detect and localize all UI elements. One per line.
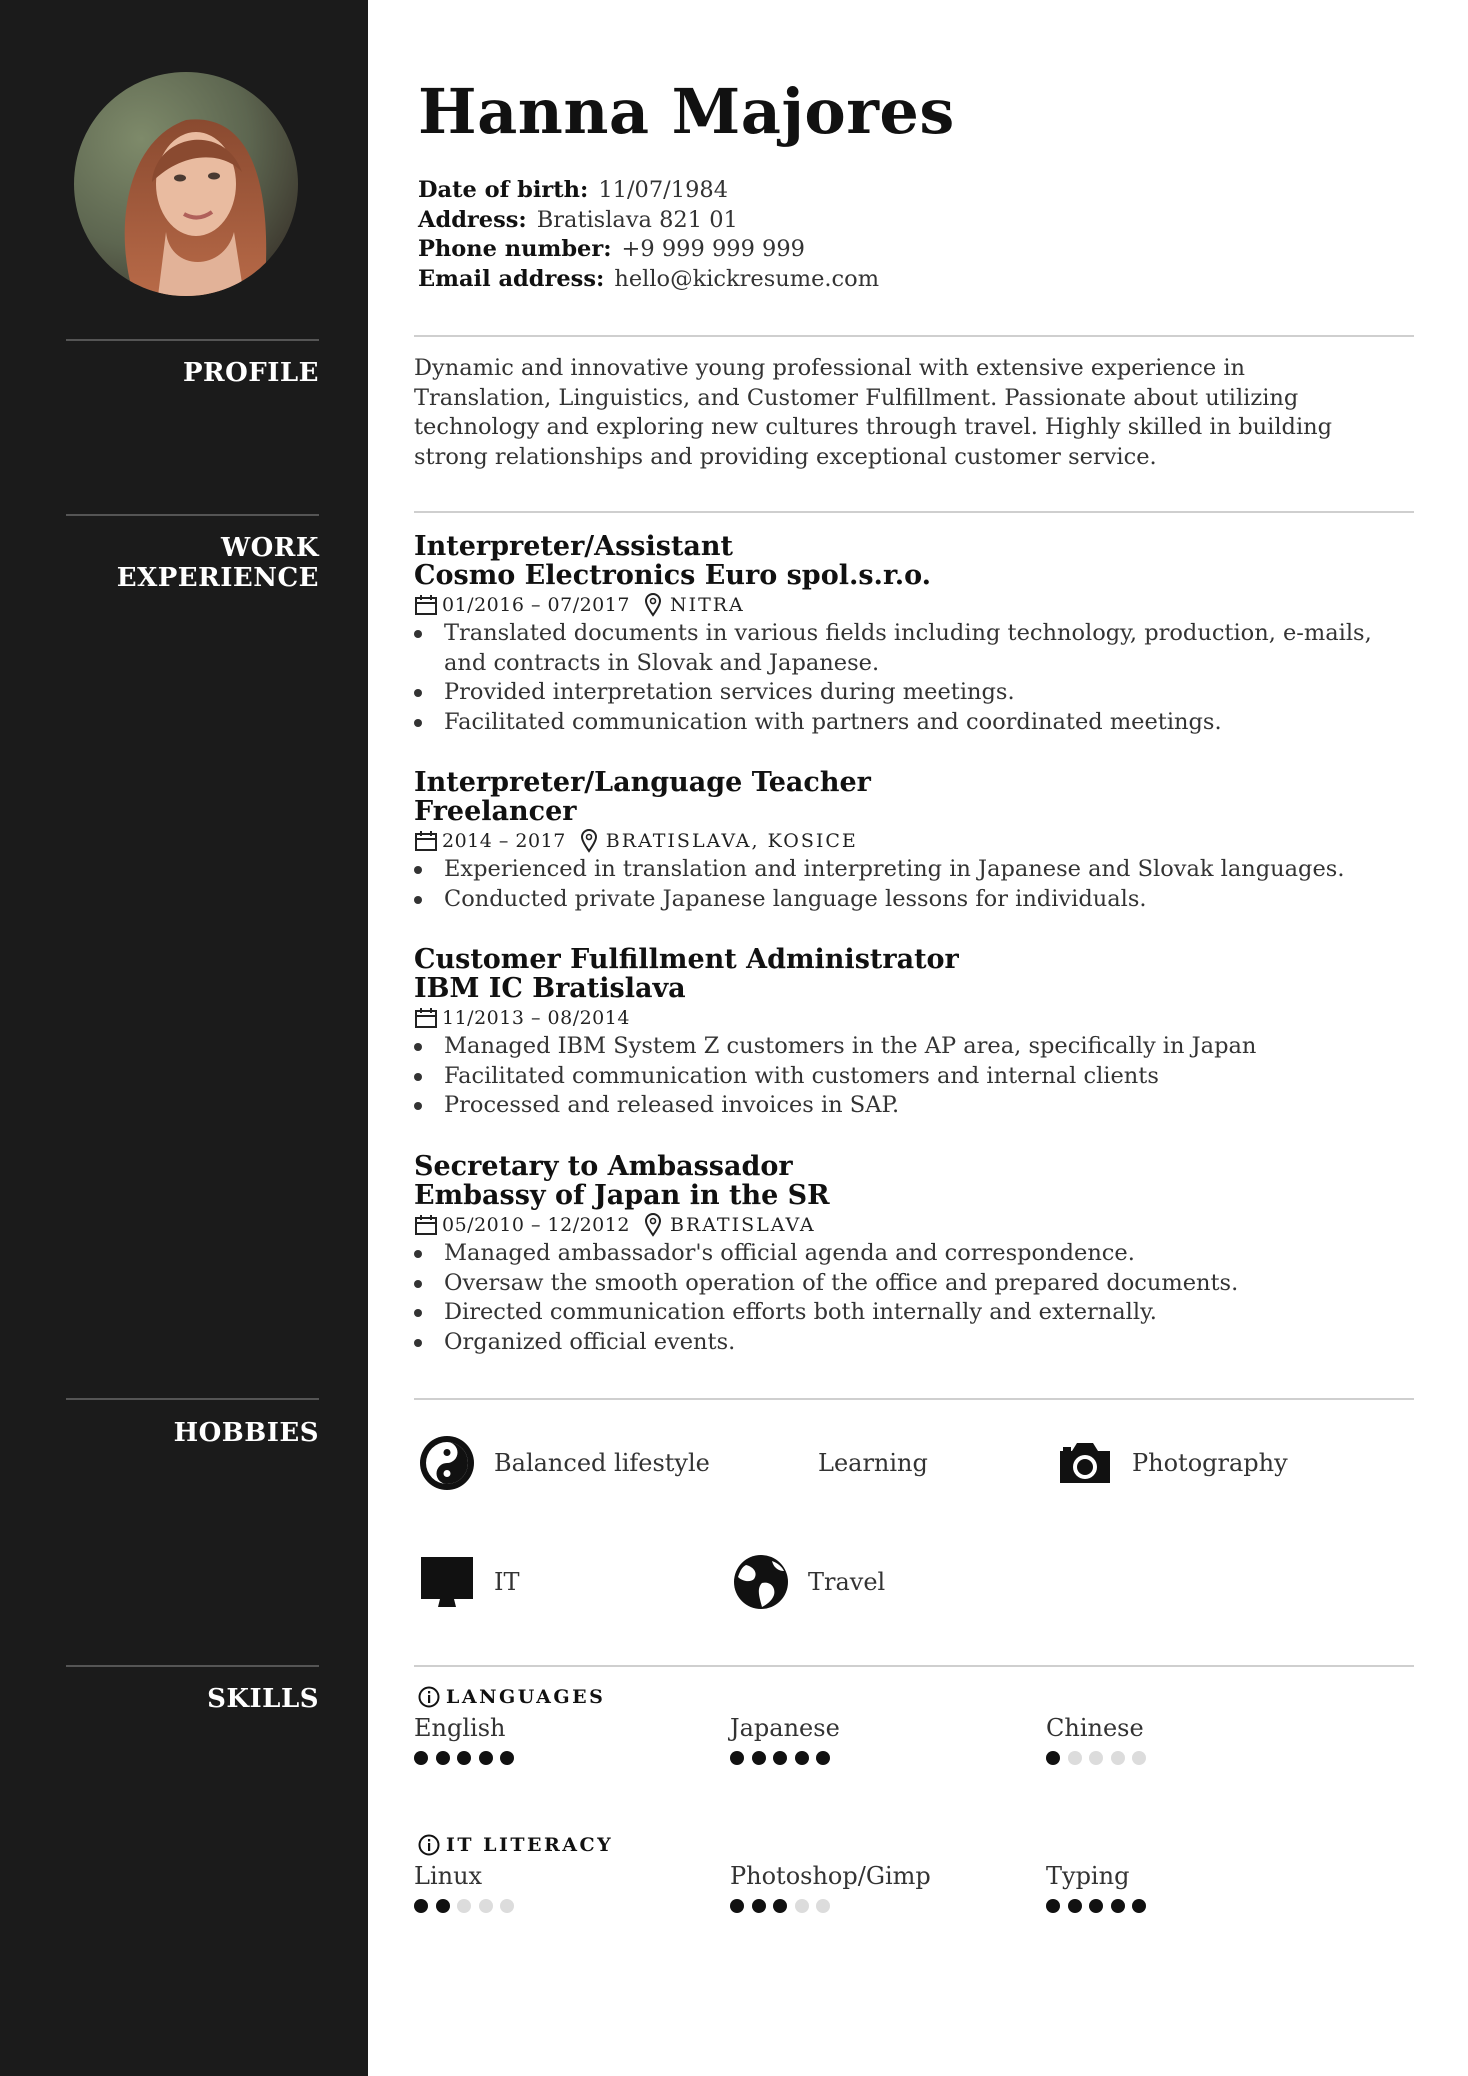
- job-entry: [414, 768, 1414, 914]
- list-item: Processed and released invoices in SAP.: [414, 1091, 1384, 1121]
- sidebar-divider: [66, 339, 319, 341]
- section-label-profile: PROFILE: [182, 358, 319, 388]
- hobby-label: IT: [494, 1568, 520, 1596]
- list-item: Provided interpretation services during meetings.: [414, 678, 1384, 708]
- rating-dot-filled: [1111, 1899, 1125, 1913]
- calendar-icon: [414, 1007, 438, 1029]
- rating-dot-filled: [795, 1751, 809, 1765]
- hobby-item: [1056, 1433, 1288, 1493]
- job-dates: 01/2016 – 07/2017: [442, 593, 630, 616]
- candidate-name: Hanna Majores: [418, 75, 955, 148]
- rating-dot-filled: [730, 1899, 744, 1913]
- section-label-work: [66, 533, 319, 593]
- job-company: Embassy of Japan in the SR: [414, 1180, 830, 1211]
- hobby-label: Photography: [1132, 1449, 1288, 1477]
- list-item: Translated documents in various fields including technology, production, e-mails, and contracts in Slovak and Japanese.: [414, 619, 1384, 678]
- contact-row: [418, 176, 879, 206]
- rating-dot-empty: [1111, 1751, 1125, 1765]
- job-bullets: [414, 619, 1414, 737]
- skill-name: Typing: [1046, 1862, 1130, 1890]
- job-title: Customer Fulfillment Administrator: [414, 944, 959, 975]
- rating-dot-empty: [816, 1899, 830, 1913]
- rating-dot-filled: [752, 1899, 766, 1913]
- section-divider: [414, 1398, 1414, 1400]
- rating-dot-filled: [1068, 1899, 1082, 1913]
- section-label-hobbies: HOBBIES: [173, 1418, 319, 1448]
- list-item: Conducted private Japanese language lessons for individuals.: [414, 885, 1384, 915]
- location-pin-icon: [580, 829, 598, 853]
- rating-dot-filled: [730, 1751, 744, 1765]
- rating-dot-filled: [500, 1751, 514, 1765]
- skill-item: [414, 1861, 714, 1913]
- location-pin-icon: [644, 593, 662, 617]
- skill-name: English: [414, 1714, 506, 1742]
- camera-icon: [1056, 1434, 1114, 1492]
- calendar-icon: [414, 594, 438, 616]
- skill-name: Chinese: [1046, 1714, 1144, 1742]
- contact-label: Phone number:: [418, 236, 612, 262]
- list-item: Oversaw the smooth operation of the office and prepared documents.: [414, 1269, 1384, 1299]
- contact-label: Address:: [418, 206, 527, 233]
- job-meta: [414, 1003, 1414, 1032]
- rating-dot-filled: [1046, 1899, 1060, 1913]
- job-entry: [414, 1152, 1414, 1357]
- job-company: IBM IC Bratislava: [414, 973, 686, 1004]
- list-item: Managed IBM System Z customers in the AP area, specifically in Japan: [414, 1032, 1384, 1062]
- skill-item: [1046, 1861, 1346, 1913]
- rating-dot-filled: [1132, 1899, 1146, 1913]
- contact-value: Bratislava 821 01: [536, 206, 738, 233]
- job-location: NITRA: [669, 593, 745, 616]
- hobby-item: [732, 1552, 885, 1612]
- info-icon: [418, 1834, 440, 1856]
- list-item: Facilitated communication with partners and coordinated meetings.: [414, 708, 1384, 738]
- job-entry: [414, 532, 1414, 737]
- skill-category-it: [418, 1834, 613, 1856]
- calendar-icon: [414, 1214, 438, 1236]
- skill-rating: [730, 1899, 1030, 1913]
- rating-dot-empty: [457, 1899, 471, 1913]
- section-divider: [414, 335, 1414, 337]
- monitor-icon: [418, 1553, 476, 1611]
- rating-dot-filled: [414, 1751, 428, 1765]
- skill-item: [414, 1713, 714, 1765]
- calendar-icon: [414, 830, 438, 852]
- skill-name: Linux: [414, 1862, 483, 1890]
- rating-dot-filled: [752, 1751, 766, 1765]
- skill-name: Photoshop/Gimp: [730, 1862, 931, 1890]
- rating-dot-filled: [1089, 1899, 1103, 1913]
- skill-rating: [414, 1899, 714, 1913]
- rating-dot-filled: [773, 1899, 787, 1913]
- contact-label: Email address:: [418, 265, 605, 292]
- section-label-skills: SKILLS: [207, 1684, 319, 1714]
- list-item: Experienced in translation and interpreting in Japanese and Slovak languages.: [414, 855, 1384, 885]
- job-company: Freelancer: [414, 796, 577, 827]
- contact-row: [418, 235, 879, 265]
- job-location: BRATISLAVA: [669, 1213, 816, 1236]
- job-entry: [414, 945, 1414, 1121]
- hobby-label: Balanced lifestyle: [494, 1449, 710, 1477]
- portrait-image: [74, 72, 298, 296]
- skill-rating: [1046, 1899, 1346, 1913]
- skill-category-label: IT LITERACY: [446, 1834, 614, 1856]
- job-meta: [414, 590, 1414, 619]
- rating-dot-filled: [773, 1751, 787, 1765]
- job-dates: 05/2010 – 12/2012: [442, 1213, 630, 1236]
- job-title: Interpreter/Assistant: [414, 531, 734, 562]
- skill-rating: [1046, 1751, 1346, 1765]
- job-bullets: [414, 855, 1414, 914]
- job-title: Interpreter/Language Teacher: [414, 767, 871, 798]
- skill-category-label: LANGUAGES: [446, 1686, 606, 1708]
- hobby-item: [818, 1433, 928, 1493]
- section-label-work-line2: EXPERIENCE: [116, 563, 319, 593]
- list-item: Organized official events.: [414, 1328, 1384, 1358]
- job-meta: [414, 826, 1414, 855]
- sidebar-divider: [66, 1398, 319, 1400]
- rating-dot-filled: [457, 1751, 471, 1765]
- rating-dot-filled: [414, 1899, 428, 1913]
- job-meta: [414, 1210, 1414, 1239]
- skill-item: [730, 1861, 1030, 1913]
- email-link[interactable]: hello@kickresume.com: [614, 265, 880, 292]
- skill-name: Japanese: [730, 1714, 840, 1742]
- contact-value: 11/07/1984: [598, 177, 729, 203]
- rating-dot-empty: [500, 1899, 514, 1913]
- sidebar: [0, 0, 368, 2076]
- hobby-label: Travel: [808, 1568, 886, 1596]
- yin-yang-icon: [418, 1434, 476, 1492]
- list-item: Managed ambassador's official agenda and correspondence.: [414, 1239, 1384, 1269]
- rating-dot-empty: [1089, 1751, 1103, 1765]
- contact-label: Date of birth:: [418, 177, 589, 203]
- profile-summary: Dynamic and innovative young professional with extensive experience in Translation, Linguistics, and Customer Fulfillment. Passionate about utilizing technology and exploring new cultures through travel. Highly skilled in building strong relationships and providing exceptional customer service.: [414, 355, 1333, 470]
- rating-dot-empty: [1068, 1751, 1082, 1765]
- list-item: Directed communication efforts both internally and externally.: [414, 1298, 1384, 1328]
- skill-rating: [730, 1751, 1030, 1765]
- skill-rating: [414, 1751, 714, 1765]
- location-pin-icon: [644, 1213, 662, 1237]
- job-location: BRATISLAVA, KOSICE: [605, 829, 858, 852]
- skill-item: [730, 1713, 1030, 1765]
- skill-item: [1046, 1713, 1346, 1765]
- contact-info: [418, 176, 879, 294]
- rating-dot-empty: [479, 1899, 493, 1913]
- info-icon: [418, 1686, 440, 1708]
- contact-row: [418, 206, 879, 236]
- contact-row: [418, 265, 879, 295]
- rating-dot-filled: [479, 1751, 493, 1765]
- section-label-work-line1: WORK: [220, 533, 319, 563]
- job-dates: 11/2013 – 08/2014: [442, 1006, 630, 1029]
- hobby-item: [418, 1433, 710, 1493]
- job-bullets: [414, 1032, 1414, 1121]
- section-divider: [414, 511, 1414, 513]
- job-bullets: [414, 1239, 1414, 1357]
- sidebar-divider: [66, 514, 319, 516]
- rating-dot-filled: [436, 1751, 450, 1765]
- section-divider: [414, 1665, 1414, 1667]
- sidebar-divider: [66, 1665, 319, 1667]
- profile-photo: [74, 72, 298, 296]
- hobby-label: Learning: [818, 1449, 928, 1477]
- rating-dot-empty: [1132, 1751, 1146, 1765]
- hobby-item: [418, 1552, 520, 1612]
- rating-dot-filled: [1046, 1751, 1060, 1765]
- job-dates: 2014 – 2017: [442, 829, 566, 852]
- job-title: Secretary to Ambassador: [414, 1151, 793, 1182]
- rating-dot-filled: [816, 1751, 830, 1765]
- rating-dot-empty: [795, 1899, 809, 1913]
- contact-value: +9 999 999 999: [621, 236, 805, 262]
- job-company: Cosmo Electronics Euro spol.s.r.o.: [414, 560, 932, 591]
- rating-dot-filled: [436, 1899, 450, 1913]
- list-item: Facilitated communication with customers and internal clients: [414, 1062, 1384, 1092]
- globe-icon: [732, 1553, 790, 1611]
- skill-category-languages: [418, 1686, 605, 1708]
